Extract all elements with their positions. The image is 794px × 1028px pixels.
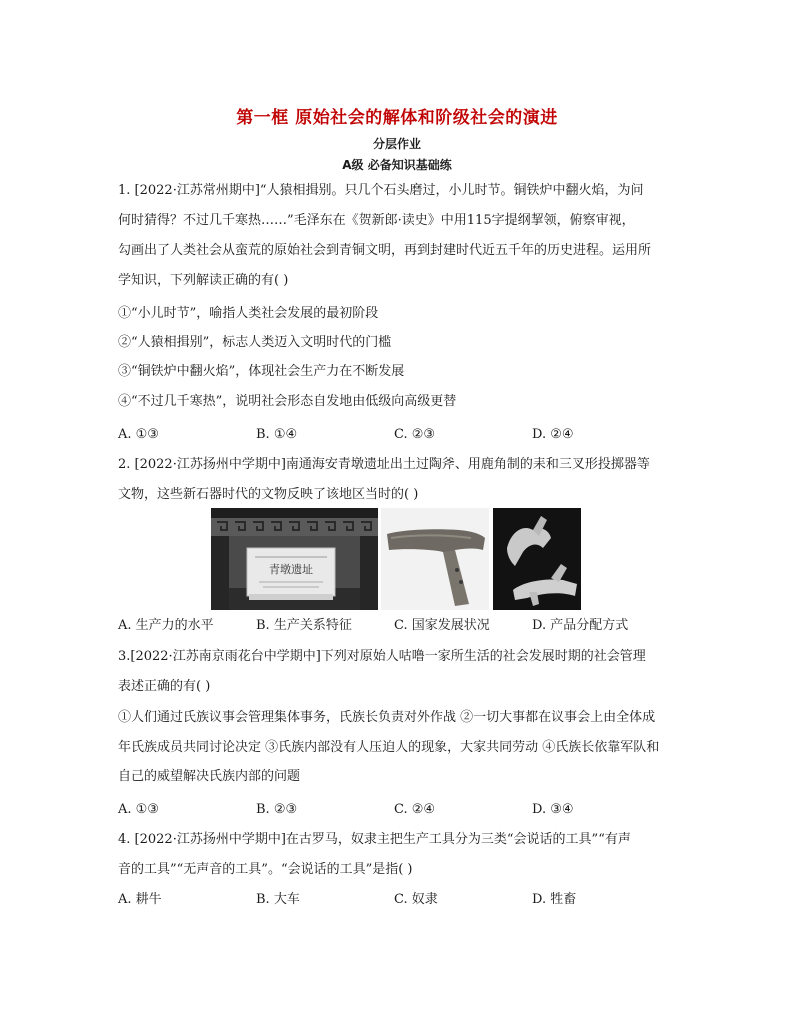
q2-option-c[interactable]: C. 国家发展状况: [394, 618, 490, 633]
q2-option-d[interactable]: D. 产品分配方式: [532, 618, 629, 633]
q1-stem-line: 何时猜得？不过几千寒热……”毛泽东在《贺新郎·读史》中用115字提纲挈领，俯察审视，: [118, 213, 635, 228]
q3-option-c[interactable]: C. ②④: [394, 802, 436, 817]
q4-stem-line: 4. [2022·江苏扬州中学期中]在古罗马，奴隶主把生产工具分为三类“会说话的工具”“有声: [118, 832, 631, 847]
q3-option-d[interactable]: D. ③④: [532, 802, 574, 817]
q4-option-d[interactable]: D. 牲畜: [532, 892, 577, 907]
q2-option-b[interactable]: B. 生产关系特征: [256, 618, 352, 633]
q1-option-b[interactable]: B. ①④: [256, 427, 298, 442]
q1-stem-line: 勾画出了人类社会从蛮荒的原始社会到青铜文明，再到封建时代近五千年的历史进程。运用所: [118, 243, 652, 258]
q1-statement: ①“小儿时节”，喻指人类社会发展的最初阶段: [118, 306, 379, 321]
q2-stem-line: 2. [2022·江苏扬州中学期中]南通海安青墩遗址出土过陶斧、用鹿角制的耒和三叉形投掷器等: [118, 457, 650, 472]
q1-statement: ④“不过几千寒热”，说明社会形态自发地由低级向高级更替: [118, 394, 457, 409]
q4-stem-line: 音的工具”“无声音的工具”。“会说话的工具”是指( ): [118, 862, 413, 877]
q1-option-a[interactable]: A. ①③: [118, 427, 159, 442]
trident-thrower-photo: [493, 508, 581, 610]
qingdun-site-photo: [211, 508, 378, 610]
antler-lei-photo: [381, 508, 489, 610]
q3-option-b[interactable]: B. ②③: [256, 802, 298, 817]
q3-stem-line: 表述正确的有( ): [118, 679, 211, 694]
antler-tool-image: [381, 508, 489, 610]
q4-option-a[interactable]: A. 耕牛: [118, 892, 162, 907]
page-title: 第一框 原始社会的解体和阶级社会的演进: [236, 108, 558, 128]
q1-option-d[interactable]: D. ②④: [532, 427, 574, 442]
site-gate-image: [211, 508, 378, 610]
q3-option-a[interactable]: A. ①③: [118, 802, 159, 817]
q2-stem-line: 文物，这些新石器时代的文物反映了该地区当时的( ): [118, 487, 419, 502]
q3-statement-line: 自己的威望解决氏族内部的问题: [118, 769, 301, 784]
q3-statement-line: 年氏族成员共同讨论决定 ③氏族内部没有人压迫人的现象，大家共同劳动 ④氏族长依靠军队和: [118, 740, 660, 755]
q1-stem-line: 1. [2022·江苏常州期中]“人猿相揖别。只几个石头磨过，小儿时节。铜铁炉中翻火焰，为问: [118, 183, 644, 198]
trident-thrower-image: [493, 508, 581, 610]
level-heading: A级 必备知识基础练: [342, 158, 452, 172]
q1-statement: ③“铜铁炉中翻火焰”，体现社会生产力在不断发展: [118, 364, 405, 379]
q4-option-b[interactable]: B. 大车: [256, 892, 300, 907]
site-stele-inscription: 青墩遗址: [269, 563, 313, 576]
q3-statement-line: ①人们通过氏族议事会管理集体事务，氏族长负责对外作战 ②一切大事都在议事会上由全体成: [118, 710, 656, 725]
q4-option-c[interactable]: C. 奴隶: [394, 892, 438, 907]
q1-option-c[interactable]: C. ②③: [394, 427, 436, 442]
q1-stem-line: 学知识，下列解读正确的有( ): [118, 273, 289, 288]
q3-stem-line: 3.[2022·江苏南京雨花台中学期中]下列对原始人咕噜一家所生活的社会发展时期的社会管理: [118, 649, 646, 664]
q2-option-a[interactable]: A. 生产力的水平: [118, 618, 214, 633]
section-subtitle: 分层作业: [372, 137, 421, 151]
q1-statement: ②“人猿相揖别”，标志人类迈入文明时代的门槛: [118, 335, 392, 350]
